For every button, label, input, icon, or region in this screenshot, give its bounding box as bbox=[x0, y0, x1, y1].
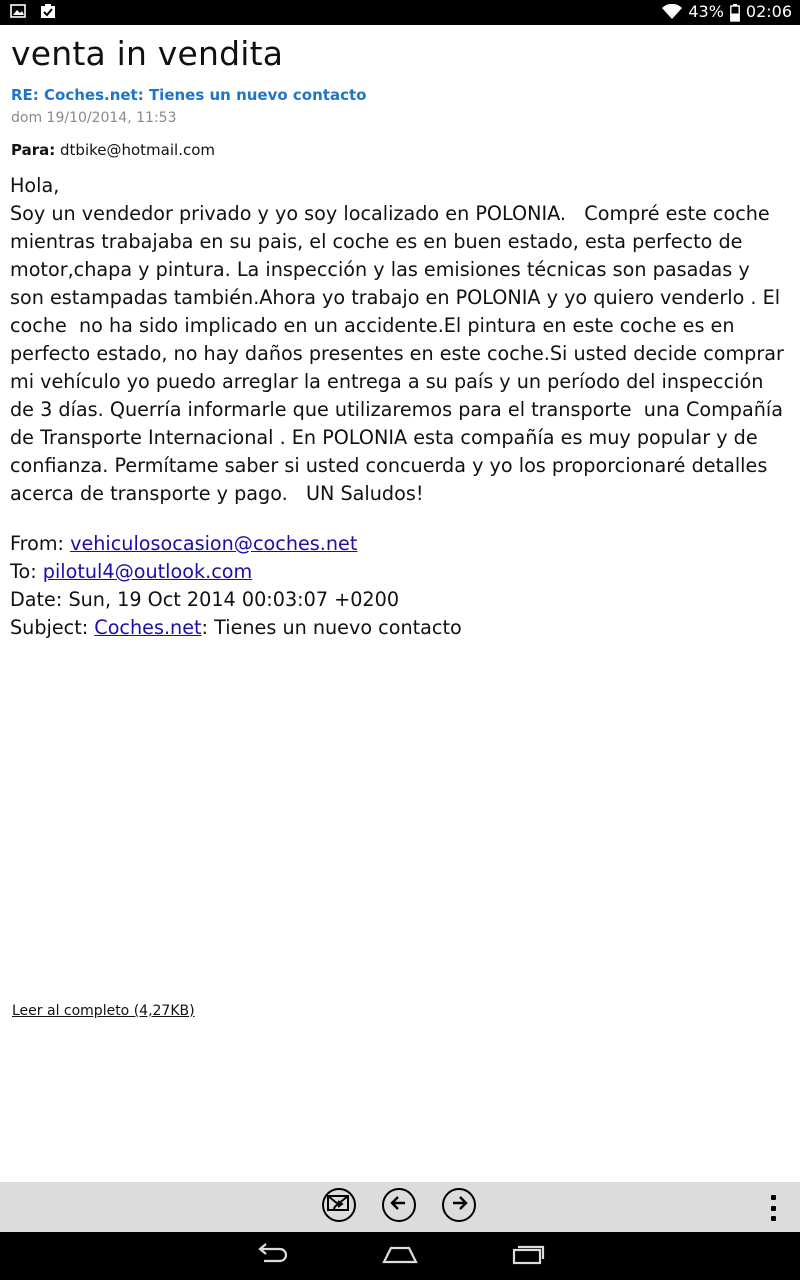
back-button[interactable] bbox=[252, 1242, 292, 1270]
quoted-date bbox=[10, 586, 788, 614]
next-button[interactable] bbox=[442, 1188, 476, 1222]
thread-title[interactable]: RE: Coches.net: Tienes un nuevo contacto bbox=[11, 86, 367, 104]
more-options-icon bbox=[771, 1195, 776, 1200]
read-full-link[interactable]: Leer al completo (4,27KB) bbox=[12, 1003, 195, 1019]
more-options-dot bbox=[771, 1216, 776, 1221]
next-icon bbox=[449, 1193, 469, 1218]
email-subject: venta in vendita bbox=[11, 34, 284, 73]
notification-icons bbox=[10, 3, 56, 19]
more-options-dot bbox=[771, 1206, 776, 1211]
greeting: Hola, bbox=[10, 174, 60, 197]
image-icon bbox=[10, 3, 26, 19]
quoted-from bbox=[10, 530, 788, 558]
to-address: dtbike@hotmail.com bbox=[60, 141, 215, 159]
battery-percent: 43% bbox=[688, 2, 724, 21]
quoted-to bbox=[10, 558, 788, 586]
subject-rest: : Tienes un nuevo contacto bbox=[201, 616, 462, 639]
action-bar bbox=[0, 1182, 800, 1232]
clipboard-check-icon bbox=[40, 3, 56, 19]
subject-label: Subject: bbox=[10, 616, 95, 639]
to-email-link[interactable]: pilotul4@outlook.com bbox=[42, 560, 253, 583]
date-value: Sun, 19 Oct 2014 00:03:07 +0200 bbox=[68, 588, 400, 611]
reply-all-icon bbox=[326, 1192, 352, 1219]
email-body bbox=[10, 172, 791, 642]
navigation-bar bbox=[0, 1232, 800, 1280]
email-date: dom 19/10/2014, 11:53 bbox=[11, 110, 177, 126]
previous-button[interactable] bbox=[382, 1188, 416, 1222]
reply-all-button[interactable] bbox=[322, 1188, 356, 1222]
recipient-line bbox=[11, 141, 215, 159]
to-label: Para: bbox=[11, 141, 56, 159]
status-bar bbox=[0, 0, 800, 25]
back-icon bbox=[254, 1243, 290, 1270]
to-label-quoted: To: bbox=[10, 560, 43, 583]
quoted-subject bbox=[10, 614, 788, 642]
recents-icon bbox=[510, 1243, 546, 1270]
home-icon bbox=[381, 1243, 419, 1270]
clock: 02:06 bbox=[745, 2, 792, 21]
battery-icon bbox=[730, 4, 740, 20]
subject-site-link[interactable]: Coches.net bbox=[94, 616, 202, 639]
system-status bbox=[662, 2, 792, 21]
from-label: From: bbox=[10, 532, 71, 555]
from-email-link[interactable]: vehiculosocasion@coches.net bbox=[70, 532, 358, 555]
previous-icon bbox=[389, 1193, 409, 1218]
wifi-icon bbox=[662, 4, 682, 20]
quoted-headers bbox=[10, 530, 788, 642]
body-paragraph: Soy un vendedor privado y yo soy localizado en POLONIA. Compré este coche mientras trabajaba en su pais, el coche es en buen estado, esta perfecto de motor,chapa y pintura. La inspección y las emisiones técnicas son pasadas y son estampadas también.Ahora yo trabajo en POLONIA y yo quiero venderlo . El coche no ha sido implicado en un accidente.El pintura en este coche es en perfecto estado, no hay daños presentes en este coche.Si usted decide comprar mi vehículo yo puedo arreglar la entrega a su país y un período del inspección de 3 días. Querría informarle que utilizaremos para el transporte una Compañía de Transporte Internacional . En POLONIA esta compañía es muy popular y de confianza. Permítame saber si usted concuerda y yo los proporcionaré detalles acerca de transporte y pago. UN Saludos! bbox=[10, 202, 791, 505]
home-button[interactable] bbox=[380, 1242, 420, 1270]
recents-button[interactable] bbox=[508, 1242, 548, 1270]
date-label: Date: bbox=[10, 588, 69, 611]
more-options-button[interactable] bbox=[770, 1195, 776, 1221]
